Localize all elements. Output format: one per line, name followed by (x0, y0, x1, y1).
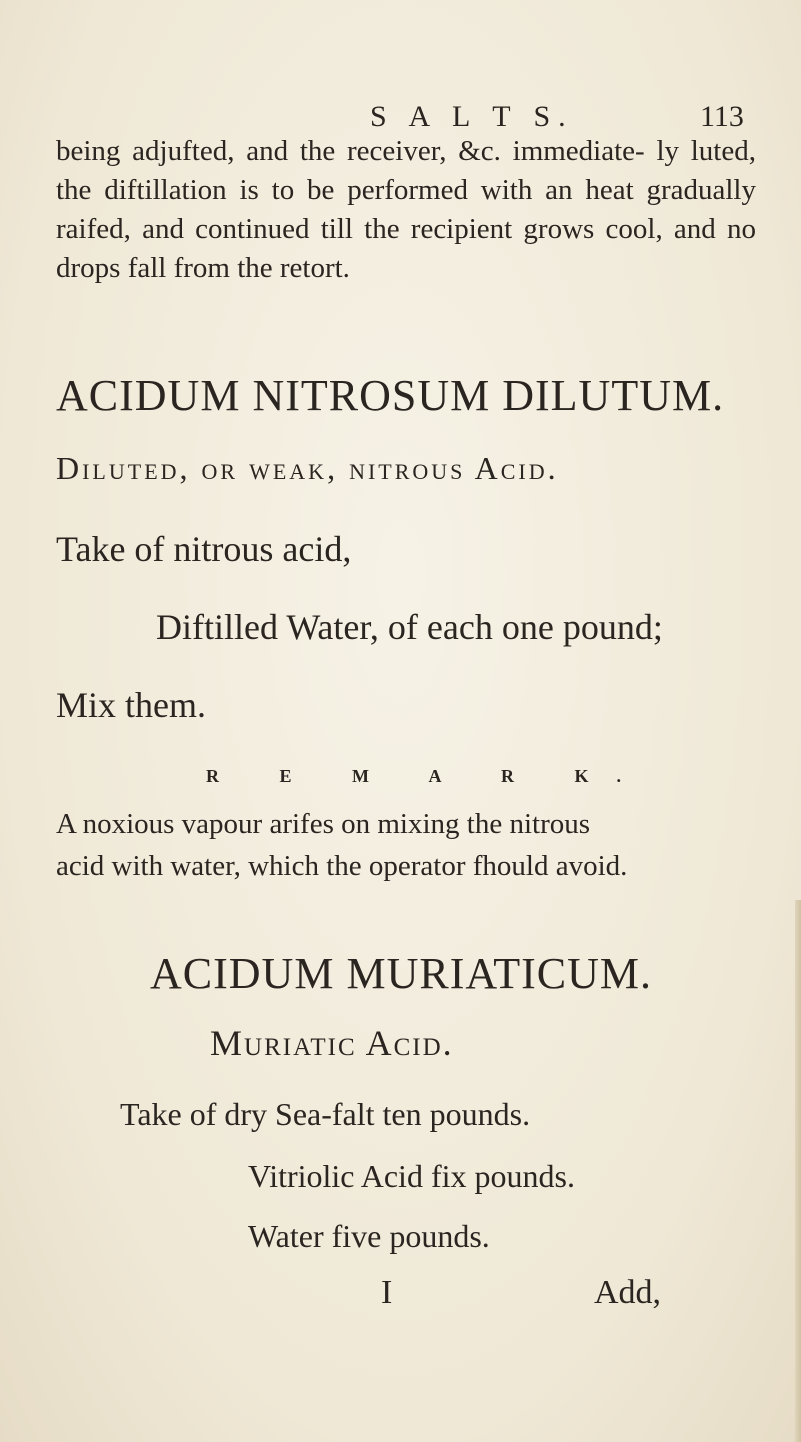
section-subtitle-muriatic-acid: Muriatic Acid. (210, 1023, 454, 1063)
signature-mark: I (381, 1274, 393, 1311)
section-title-acidum-muriaticum: ACIDUM MURIATICUM. (150, 949, 653, 998)
recipe-line: Take of dry Sea-falt ten pounds. (120, 1096, 531, 1132)
recipe-line: Diftilled Water, of each one pound; (156, 607, 663, 647)
page-edge (795, 900, 801, 1442)
remark-line: A noxious vapour arifes on mixing the nitrous (56, 808, 591, 840)
recipe-line: Take of nitrous acid, (56, 529, 352, 569)
page-number: 113 (700, 100, 744, 133)
section-subtitle-diluted-nitrous-acid: Diluted, or weak, nitrous Acid. (56, 450, 559, 486)
recipe-line: Mix them. (56, 685, 206, 725)
catchword: Add, (594, 1274, 662, 1311)
intro-paragraph: being adjufted, and the receiver, &c. immediate- ly luted, the diftillation is to be performed with an heat gradually raifed, and continued till the recipient grows cool, and no drops fall from the retort. (56, 135, 756, 284)
remark-heading: R E M A R K. (206, 766, 650, 786)
recipe-line: Water five pounds. (248, 1218, 490, 1254)
recipe-line: Vitriolic Acid fix pounds. (248, 1158, 575, 1194)
running-title: S A L T S. (370, 100, 574, 133)
remark-line: acid with water, which the operator fhould avoid. (56, 850, 628, 882)
section-title-acidum-nitrosum: ACIDUM NITROSUM DILUTUM. (56, 371, 725, 420)
